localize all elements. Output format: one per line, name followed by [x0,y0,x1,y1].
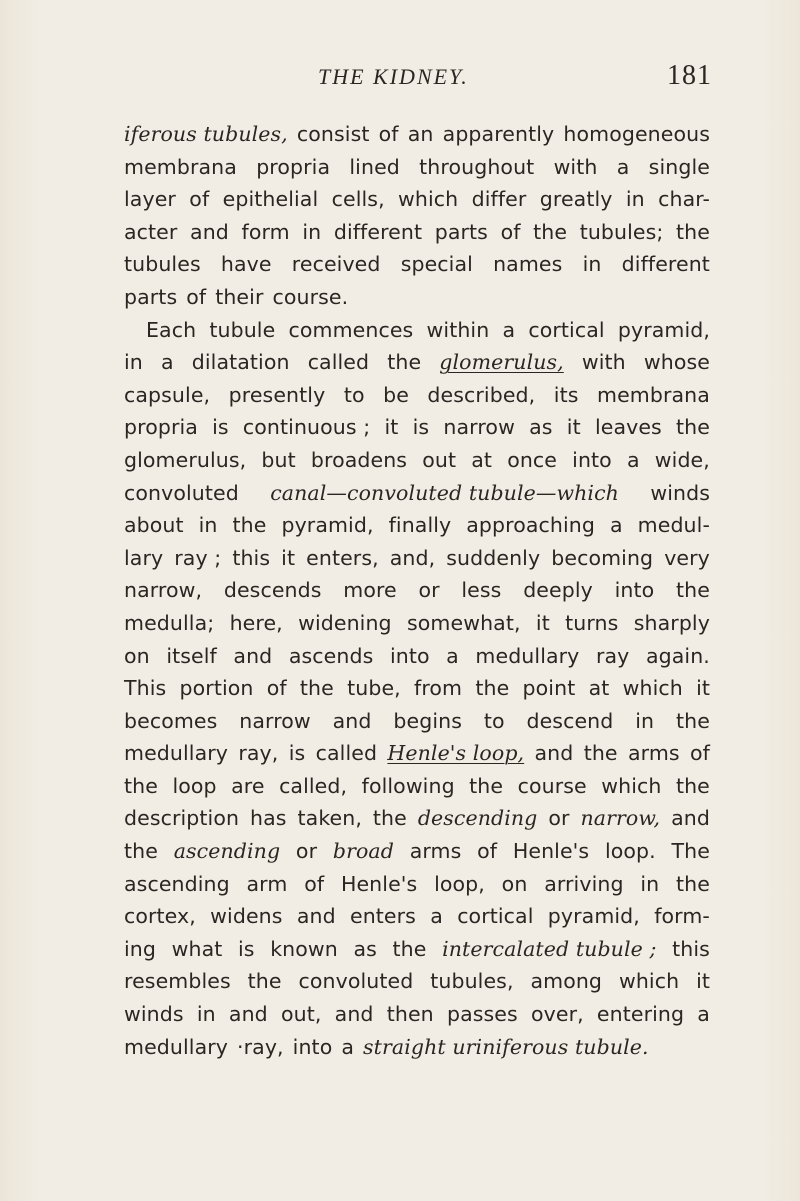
text-word: the [299,676,334,701]
text-word: names [493,252,563,277]
text-word: which [601,773,662,798]
text-word: finally [388,513,452,538]
text-word: out [422,447,457,472]
text-word: membrana [597,382,710,407]
text-word: Henle's [512,839,590,864]
text-word: of [477,839,498,864]
text-word: Henle's [340,871,418,896]
text-word: lined [349,154,400,179]
text-word: epithelial [222,187,319,212]
text-word: the [392,936,427,961]
text-word: the [676,219,710,244]
text-word: the [469,773,504,798]
text-word: called [307,350,370,375]
text-word: different [621,252,710,277]
text-word: are [231,773,265,798]
text-word: into [572,447,612,472]
text-line [124,998,710,1031]
text-word: and [296,904,336,929]
text-word: consist [296,122,370,146]
text-word: ·ray, [237,1034,284,1059]
text-word: the [124,773,158,798]
text-word: the [533,219,568,244]
text-word: following [361,773,455,798]
text-word: in [196,1002,216,1027]
text-word: narrow [239,708,311,733]
text-word: point [522,676,576,701]
text-word: described, [427,382,536,407]
text-word: the [676,415,710,440]
text-word: form [241,219,290,244]
text-word: suddenly [446,545,541,570]
text-word: widens [210,904,283,929]
text-word: medulla; [124,610,215,635]
text-word: special [400,252,473,277]
text-line [124,477,710,510]
text-word: membrana [124,154,237,179]
text-word: in [582,252,602,277]
text-word: loop, [434,871,485,896]
text-word: of [189,187,210,212]
text-word: cortex, [124,904,196,929]
text-word: here, [229,610,283,635]
text-word: descending [417,806,538,831]
text-word: the [124,839,158,864]
text-word: pyramid, [281,513,374,538]
text-word: and [334,1002,374,1027]
text-word: lary [124,545,164,570]
text-word: medullary [124,1034,229,1059]
text-word: once [507,447,558,472]
text-word: char- [658,187,710,212]
text-word: ray, [238,741,279,766]
text-word: a [446,643,459,668]
text-line [124,835,710,868]
text-word: cells, [331,187,385,212]
text-word: about [124,513,184,538]
text-word: ascends [288,643,374,668]
text-word: medullary [124,741,229,766]
text-word: in [625,187,645,212]
text-word: from [414,676,463,701]
text-word: leaves [594,415,662,440]
text-word: whose [643,350,710,375]
text-word: loop [172,773,217,798]
text-word: a [626,447,640,472]
text-word: arm [246,871,288,896]
text-word: in [302,219,322,244]
text-word: cortical [528,317,605,342]
text-word: as [529,415,553,440]
text-word: portion [179,676,254,701]
text-word: greatly [539,187,613,212]
text-line [124,379,710,412]
text-word: but [261,447,296,472]
text-word: more [343,578,397,603]
text-word: iferous tubules, [124,122,288,146]
text-word: medullary [475,643,580,668]
text-word: or [548,806,570,831]
text-line [124,1031,710,1064]
text-line [124,574,710,607]
text-word: descends [223,578,322,603]
text-word: description [124,806,240,831]
text-word: tubules [124,252,201,277]
text-word: acter [124,219,178,244]
text-word: out, [280,1002,322,1027]
text-word: enters [349,904,416,929]
text-word: glomerulus, [439,350,564,375]
text-word: a [430,904,443,929]
text-word: and [332,708,372,733]
text-line [124,411,710,444]
text-word: a [697,1002,710,1027]
text-word: it [281,545,296,570]
text-word: ing [124,936,157,961]
text-word: which [618,969,680,994]
text-word: intercalated tubule ; [442,936,657,961]
text-line [124,965,710,998]
text-word: the [583,741,618,766]
page-number: 181 [667,60,712,91]
text-word: at [471,447,493,472]
text-word: parts [434,219,488,244]
text-word: have [220,252,272,277]
text-word: of [378,122,399,146]
text-word: to [343,382,365,407]
text-word: passes [446,1002,518,1027]
text-word: layer [124,187,176,212]
text-word: a [610,513,623,538]
text-word: broadens [310,447,408,472]
text-word: The [671,839,710,864]
text-word: the [676,871,710,896]
text-word: to [483,708,505,733]
text-word: deeply [523,578,593,603]
text-word: somewhat, [407,610,521,635]
text-word: is [238,936,255,961]
text-word: in [198,513,218,538]
text-line [124,705,710,738]
text-word: entering [596,1002,685,1027]
text-word: tubules, [430,969,514,994]
text-word: called, [279,773,348,798]
text-word: again. [645,643,710,668]
text-word: of [186,284,207,309]
text-word: arms [409,839,462,864]
text-line [124,868,710,901]
text-word: into [614,578,655,603]
text-word: which [622,676,683,701]
text-word: of [500,219,521,244]
text-word: narrow [443,415,515,440]
text-line [124,607,710,640]
text-word: loop. [604,839,656,864]
text-word: turns [565,610,619,635]
text-word: ray ; [174,545,222,570]
text-word: an [407,122,434,146]
text-word: the [247,969,282,994]
text-line [124,509,710,542]
text-line [124,216,710,249]
text-word: the [475,676,510,701]
text-word: as [353,936,377,961]
text-word: ascending [173,839,281,864]
text-word: and [190,219,229,244]
text-word: received [291,252,381,277]
text-word: a [160,350,174,375]
text-word: into [389,643,430,668]
text-word: throughout [419,154,535,179]
text-word: at [588,676,610,701]
text-word: approaching [466,513,596,538]
text-word: this [232,545,271,570]
text-word: within [426,317,490,342]
text-word: which [398,187,459,212]
text-word: has [250,806,287,831]
text-word: continuous ; [242,415,371,440]
text-word: Henle's loop, [387,741,525,766]
text-line [124,183,710,216]
text-word: propria [124,415,198,440]
text-word: itself [166,643,217,668]
text-line [124,770,710,803]
text-word: this [672,936,710,961]
text-word: of [690,741,710,766]
text-word: broad [332,839,394,864]
text-word: capsule, [124,382,211,407]
text-line [124,542,710,575]
text-word: widening [298,610,392,635]
text-word: convoluted [124,480,239,505]
text-word: or [418,578,440,603]
text-word: known [270,936,338,961]
text-word: presently [228,382,326,407]
text-word: and [233,643,273,668]
text-word: winds [124,1002,184,1027]
text-word: in [635,708,655,733]
text-word: enters, [306,545,379,570]
text-word: it [535,610,550,635]
text-line [124,444,710,477]
running-title: THE KIDNEY. [318,64,469,89]
text-word: tube, [347,676,401,701]
text-word: differ [471,187,527,212]
text-word: is [212,415,229,440]
text-word: or [295,839,318,864]
text-word: with [581,350,626,375]
text-word: ascending [124,871,230,896]
text-word: winds [650,480,710,505]
running-head [0,60,800,96]
text-word: the [387,350,422,375]
text-word: is [288,741,306,766]
text-word: in [640,871,660,896]
text-word: and [228,1002,268,1027]
text-word: of [266,676,287,701]
text-word: homogeneous [563,122,710,146]
text-word: it [696,969,710,994]
text-word: a [341,1034,355,1059]
text-word: tubules; [579,219,664,244]
text-word: a [502,317,516,342]
text-line [124,933,710,966]
text-word: less [461,578,502,603]
text-word: descend [526,708,614,733]
text-word: single [648,154,710,179]
text-word: becoming [551,545,654,570]
text-line [124,314,710,347]
text-word: narrow, [580,806,661,831]
text-word: very [664,545,710,570]
text-word: be [383,382,409,407]
text-word: tubule [209,317,276,342]
text-line [124,640,710,673]
text-word: a [616,154,630,179]
text-line [124,118,710,151]
text-word: it [696,676,710,701]
text-word: This [124,676,167,701]
text-word: the [675,773,710,798]
text-word: the [676,708,710,733]
text-line [124,281,710,314]
text-line [124,248,710,281]
text-line [124,346,710,379]
text-word: into [292,1034,333,1059]
text-word: sharply [633,610,710,635]
text-word: of [304,871,325,896]
text-word: on [124,643,150,668]
text-word: its [553,382,579,407]
text-word: course. [272,284,349,309]
text-word: over, [531,1002,584,1027]
text-word: arms [627,741,680,766]
text-word: what [171,936,223,961]
text-word: form- [654,904,710,929]
text-line [124,900,710,933]
text-word: canal—convoluted tubule—which [270,480,619,505]
text-word: dilatation [191,350,290,375]
text-word: and [671,806,710,831]
text-word: glomerulus, [124,447,247,472]
text-word: taken, [297,806,362,831]
text-word: resembles [124,969,231,994]
text-word: cortical [457,904,534,929]
text-word: in [124,350,143,375]
text-word: convoluted [298,969,414,994]
text-word: becomes [124,708,218,733]
text-word: and, [389,545,436,570]
text-word: parts [124,284,178,309]
text-word: on [501,871,528,896]
text-word: narrow, [124,578,203,603]
text-word: among [530,969,603,994]
text-word: begins [393,708,462,733]
text-word: arriving [544,871,624,896]
text-word: different [333,219,423,244]
text-word: wide, [654,447,710,472]
text-word: the [675,578,710,603]
text-word: pyramid, [547,904,640,929]
text-word: apparently [442,122,555,146]
text-word: ray [595,643,630,668]
text-word: and [534,741,574,766]
text-word: course [517,773,587,798]
text-word: is [412,415,430,440]
text-word: medul- [637,513,710,538]
text-line [124,151,710,184]
text-word: called [315,741,378,766]
text-word: propria [256,154,331,179]
text-word: it [566,415,581,440]
text-word: the [372,806,407,831]
text-line [124,737,710,770]
text-word: straight uriniferous tubule. [363,1034,649,1059]
text-word: it [384,415,399,440]
text-word: with [553,154,598,179]
text-word: their [215,284,264,309]
text-word: Each [146,317,197,342]
text-word: the [232,513,267,538]
text-line [124,802,710,835]
text-word: then [386,1002,434,1027]
text-line [124,672,710,705]
body-text [124,118,710,1063]
text-word: commences [288,317,414,342]
text-word: pyramid, [617,317,710,342]
